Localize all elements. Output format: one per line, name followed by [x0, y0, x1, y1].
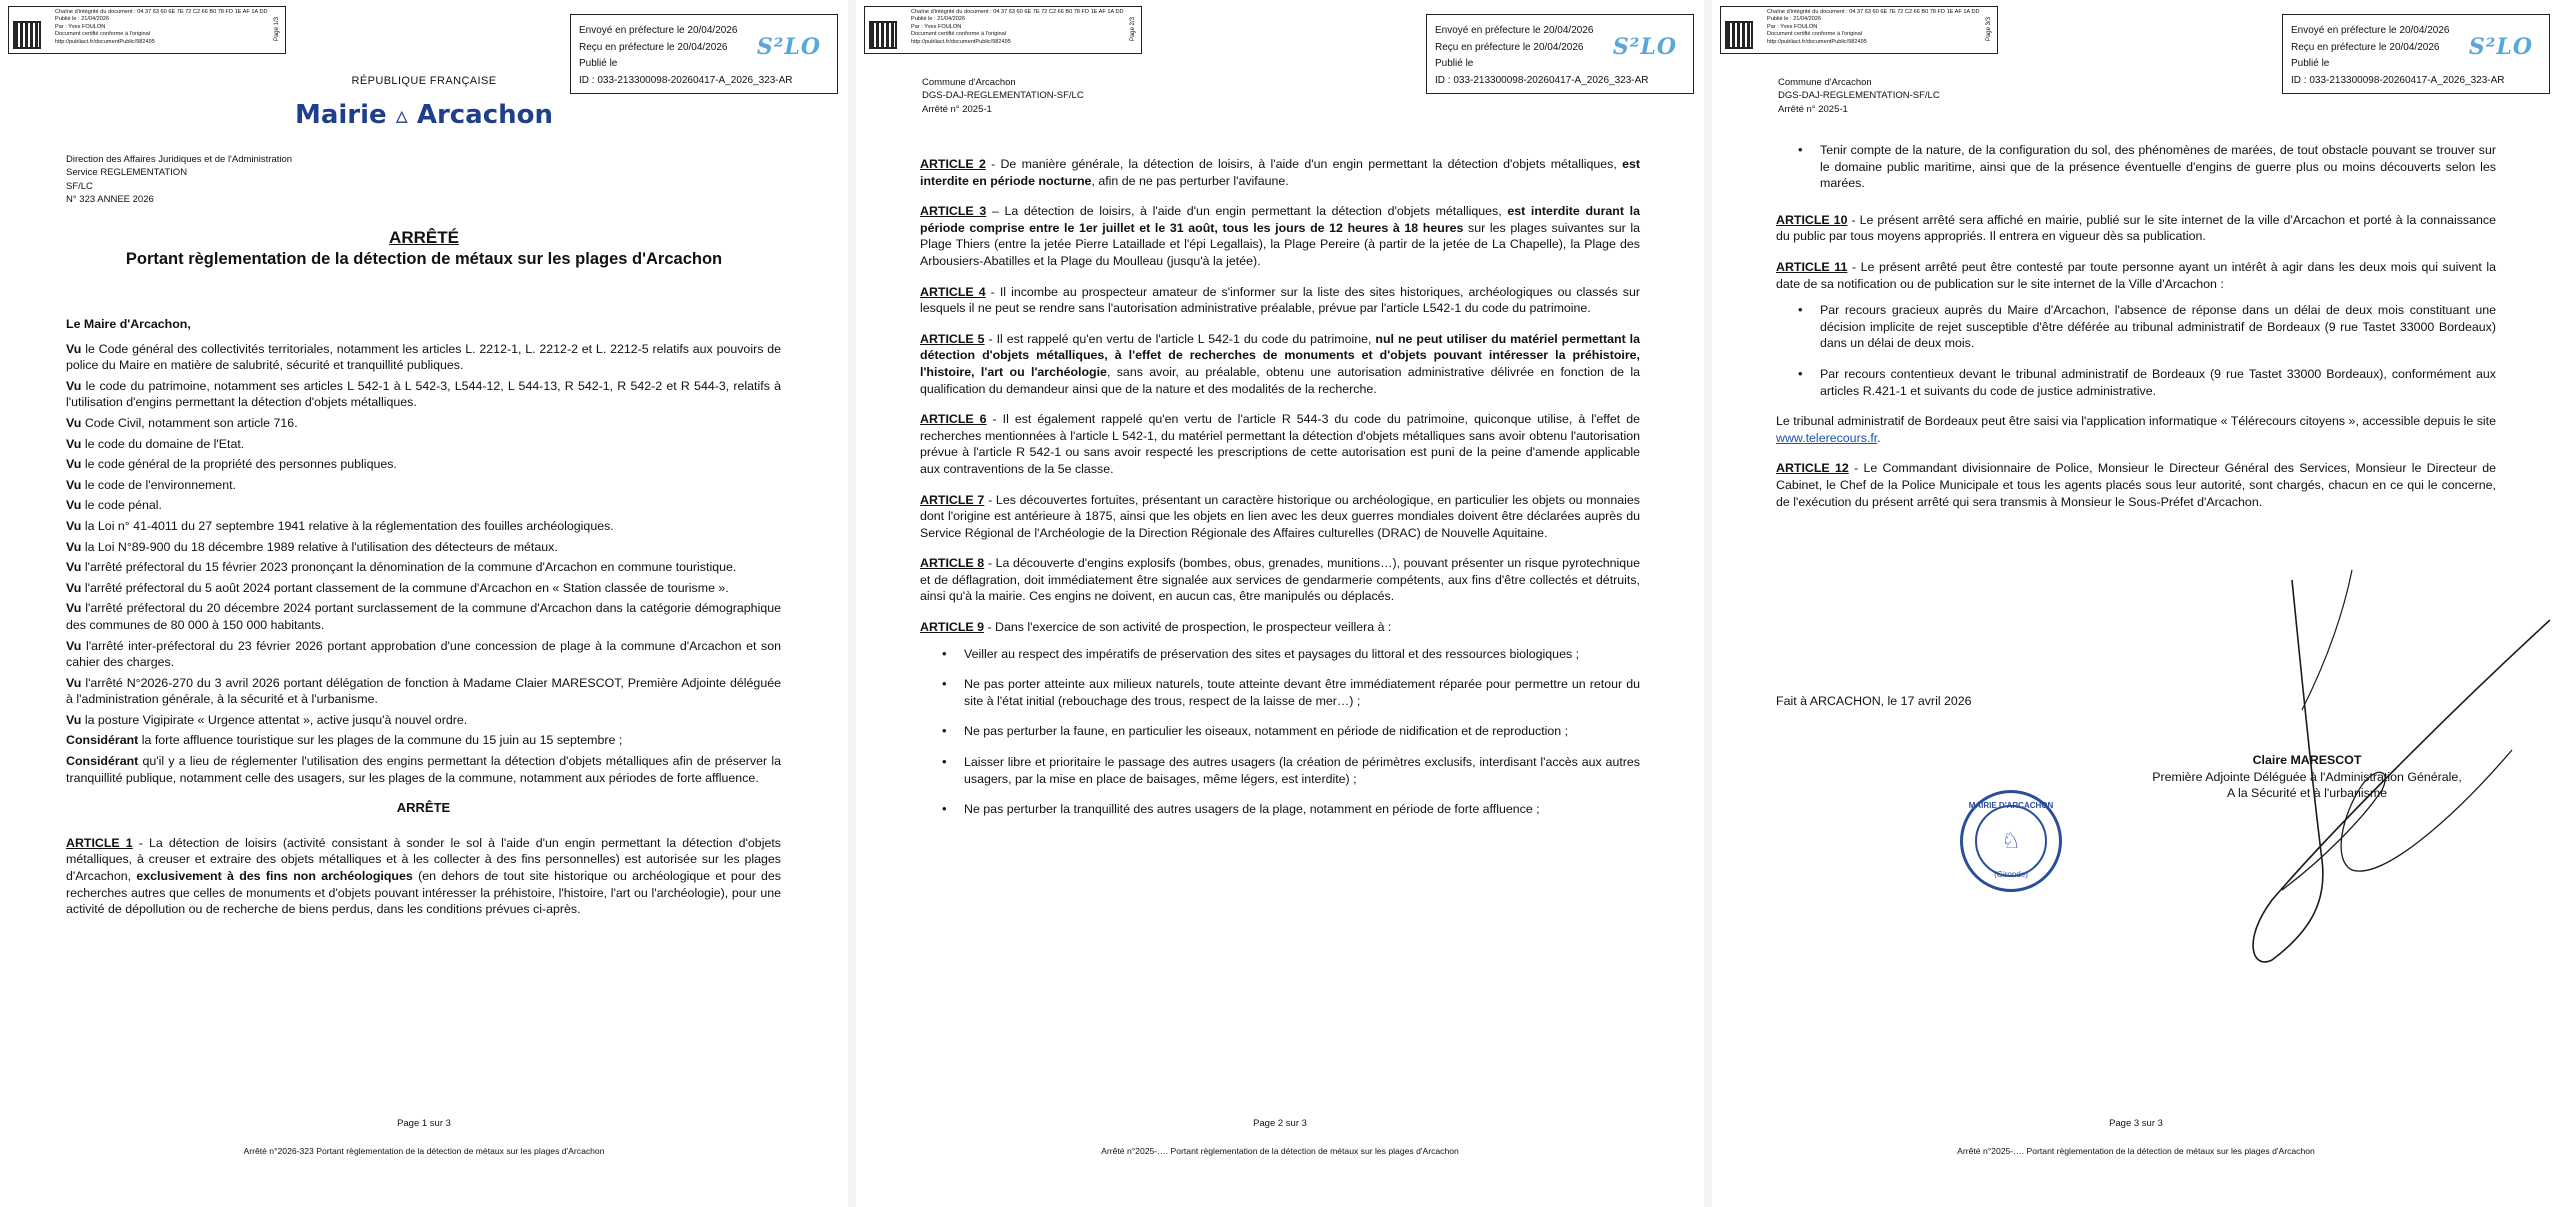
qr-code-icon [869, 21, 897, 49]
list-item: • Par recours contentieux devant le tribunal administratif de Bordeaux (9 rue Tastet 33000 Bordeaux), conformément aux articles R.421-1 et suivants du code de justice administrative. [1798, 366, 2496, 399]
header-line: DGS-DAJ-REGLEMENTATION-SF/LC [922, 90, 1084, 102]
integrity-author: Par : Yves FOULON [1767, 23, 1818, 30]
integrity-published: Publié le : 21/04/2026 [55, 16, 110, 23]
vu-word: Vu [66, 539, 82, 554]
article-text: , sans avoir, au préalable, obtenu une autorisation administrative délivrée en fonction de la qualification du demandeur ainsi que de la nature et des modalités de la recherche. [920, 364, 1640, 396]
list-item: • Ne pas perturber la tranquillité des autres usagers de la plage, notamment en période de forte affluence ; [942, 801, 1640, 818]
vu-word: Vu [66, 638, 82, 653]
vu-item [66, 497, 781, 514]
document-page-1 [0, 0, 848, 1207]
vu-text: la posture Vigipirate « Urgence attentat », active jusqu'à nouvel ordre. [84, 712, 468, 727]
considerant-item [66, 753, 781, 786]
document-title [0, 228, 848, 269]
vu-word: Vu [66, 341, 82, 356]
tribunal-text: Le tribunal administratif de Bordeaux peut être saisi via l'application informatique « Télérecours citoyens », accessible depuis le site [1776, 414, 2496, 429]
list-item: • Ne pas porter atteinte aux milieux naturels, toute atteinte devant être immédiatement réparée pour permettre un retour du site à l'état initial (rebouchage des trous, respect de la laisse de mer…) ; [942, 676, 1640, 709]
page-number: Page 1 sur 3 [397, 1118, 451, 1129]
page-footer: Arrêté n°2025-…. Portant règlementation de la détection de métaux sur les plages d'Arcachon [1101, 1146, 1459, 1156]
vu-word: Vu [66, 675, 82, 690]
republique-francaise: RÉPUBLIQUE FRANÇAISE [351, 75, 497, 87]
list-item: • Ne pas perturber la faune, en particulier les oiseaux, notamment en période de nidification et de reproduction ; [942, 723, 1640, 740]
page-footer: Arrêté n°2026-323 Portant règlementation de la détection de métaux sur les plages d'Arcachon [243, 1146, 605, 1156]
vu-item [66, 675, 781, 708]
article-text: - Le présent arrêté sera affiché en mairie, publié sur le site internet de la ville d'Arcachon et porté à la connaissance du public par tous moyens appropriés. Il entrera en vigueur dès sa publication. [1776, 212, 2496, 244]
tribunal-paragraph [1776, 413, 2496, 446]
vu-text: la Loi n° 41-4011 du 27 septembre 1941 relative à la réglementation des fouilles archéologiques. [84, 518, 614, 533]
vu-item [66, 600, 781, 633]
integrity-url: http://publiact.fr/documentPublic/982495 [1767, 38, 1867, 45]
header-line: Arrêté n° 2025-1 [1778, 103, 1848, 115]
logo-mairie: Mairie [294, 100, 387, 130]
considerant-word: Considérant [66, 733, 139, 748]
article-1 [66, 835, 781, 918]
article-12 [1776, 460, 2496, 510]
pref-received: Reçu en préfecture le 20/04/2026 [1435, 41, 1584, 53]
pref-published: Publié le [2291, 58, 2330, 69]
article-4 [920, 284, 1640, 317]
integrity-published: Publié le : 21/04/2026 [1767, 16, 1822, 23]
direction-block [66, 153, 292, 207]
article-text: - Il incombe au prospecteur amateur de s'informer sur la liste des sites historiques, archéologiques ou classés sur lesquels il ne peut se rendre sans l'autorisation administrative préalable, prévue par l'article L542-1 du code du patrimoine. [920, 284, 1640, 316]
pref-published: Publié le [579, 58, 618, 69]
vu-item [66, 456, 781, 473]
qr-code-icon [13, 21, 41, 49]
vu-text: l'arrêté préfectoral du 5 août 2024 portant classement de la commune d'Arcachon en « Station classée de tourisme ». [84, 580, 729, 595]
header-line: Arrêté n° 2025-1 [922, 103, 992, 115]
integrity-page: Page 1/3 [273, 17, 280, 42]
integrity-certified: Document certifié conforme à l'original [911, 31, 1006, 38]
document-page-2 [856, 0, 1704, 1207]
vu-text: Code Civil, notamment son article 716. [84, 415, 298, 430]
page2-body [920, 156, 1640, 832]
article-text: - De manière générale, la détection de loisirs, à l'aide d'un engin permettant la détection d'objets métalliques, [985, 157, 1623, 171]
list-item: • Veiller au respect des impératifs de préservation des sites et paysages du littoral et des ressources biologiques ; [942, 646, 1640, 663]
vu-item [66, 539, 781, 556]
article-label: ARTICLE 6 [920, 412, 987, 427]
integrity-stamp [1720, 6, 1998, 54]
signer-name: Claire MARESCOT [2252, 753, 2362, 767]
vu-word: Vu [66, 518, 82, 533]
sail-icon: ▵ [395, 101, 408, 129]
vu-word: Vu [66, 477, 82, 492]
article-bold: exclusivement à des fins non archéologiques [136, 869, 413, 884]
article-text: – La détection de loisirs, à l'aide d'un engin permettant la détection d'objets métalliques, [986, 204, 1508, 219]
integrity-published: Publié le : 21/04/2026 [911, 16, 966, 23]
pref-id: ID : 033-213300098-20260417-A_2026_323-AR [579, 74, 793, 86]
title-arrete: ARRÊTÉ [389, 228, 459, 247]
page-number: Page 3 sur 3 [2109, 1118, 2163, 1129]
vu-text: le code pénal. [84, 498, 162, 513]
article-10 [1776, 212, 2496, 245]
integrity-url: http://publiact.fr/documentPublic/982495 [55, 38, 155, 45]
handwritten-signature-icon [2152, 560, 2552, 990]
prospector-rules-list [942, 646, 1640, 818]
vu-item [66, 580, 781, 597]
vu-item [66, 378, 781, 411]
article-text: - Dans l'exercice de son activité de prospection, le prospecteur veillera à : [984, 620, 1392, 635]
considerant-text: qu'il y a lieu de réglementer l'utilisation des engins permettant la détection d'objets métalliques afin de préserver la tranquillité publique, notamment celle des usagers, sur les plages de la commune, notamment aux périodes de forte affluence. [66, 754, 781, 785]
page1-body [66, 316, 781, 924]
article-label: ARTICLE 3 [920, 204, 987, 219]
article-bold: est interdite durant la période comprise entre le 1er juillet et le 31 août, tous les jours de 12 heures à 18 heures [920, 204, 1640, 235]
vu-word: Vu [66, 436, 82, 451]
article-label: ARTICLE 12 [1776, 461, 1849, 476]
vu-word: Vu [66, 498, 82, 513]
fait-a-date: Fait à ARCACHON, le 17 avril 2026 [1776, 694, 1972, 708]
article-label: ARTICLE 8 [920, 556, 985, 571]
vu-item [66, 712, 781, 729]
article-5 [920, 331, 1640, 397]
integrity-chain: Chaîne d'intégrité du document : 04 37 63 60 6E 7E 72 C2 66 B0 78 FD 1E AF 1A DD [55, 9, 268, 15]
direction-line: SF/LC [66, 180, 93, 192]
title-subject: Portant règlementation de la détection de métaux sur les plages d'Arcachon [125, 250, 723, 268]
integrity-chain: Chaîne d'intégrité du document : 04 37 63 60 6E 7E 72 C2 66 B0 78 FD 1E AF 1A DD [1767, 9, 1980, 15]
telerecours-link[interactable]: www.telerecours.fr [1776, 430, 1878, 445]
vu-text: le code général de la propriété des personnes publiques. [84, 457, 397, 472]
pref-received: Reçu en préfecture le 20/04/2026 [579, 41, 728, 53]
direction-line: N° 323 ANNEE 2026 [66, 194, 154, 206]
integrity-author: Par : Yves FOULON [911, 23, 962, 30]
vu-item [66, 518, 781, 535]
mairie-arcachon-logo [0, 100, 848, 130]
signer-title: Première Adjointe Déléguée à l'Administration Générale, [2152, 769, 2462, 784]
article-7 [920, 492, 1640, 542]
article-text: - Il est rappelé qu'en vertu de l'article L 542-1 du code du patrimoine, [984, 331, 1376, 346]
pref-id: ID : 033-213300098-20260417-A_2026_323-AR [1435, 74, 1649, 86]
article-label: ARTICLE 1 [66, 835, 133, 850]
vu-item [66, 436, 781, 453]
integrity-page: Page 2/3 [1129, 17, 1136, 42]
integrity-chain: Chaîne d'intégrité du document : 04 37 63 60 6E 7E 72 C2 66 B0 78 FD 1E AF 1A DD [911, 9, 1124, 15]
considerant-list [66, 732, 781, 786]
article-text: - La détection de loisirs (activité consistant à sonder le sol à l'aide d'un engin permettant la détection d'objets métalliques, à creuser et extraire des objets métalliques et à les collecter à des fins personnelles) est autorisée sur les plages d'Arcachon, [66, 835, 781, 884]
page-header [1778, 76, 1940, 116]
article-label: ARTICLE 4 [920, 284, 986, 299]
pref-id: ID : 033-213300098-20260417-A_2026_323-AR [2291, 74, 2505, 86]
article-bold: nul ne peut utiliser du matériel permettant la détection d'objets métalliques, à l'effet de recherches de monuments et d'objets pouvant intéresser la préhistoire, l'histoire, l'art ou l'archéologie [920, 331, 1640, 379]
pref-published: Publié le [1435, 58, 1474, 69]
integrity-url: http://publiact.fr/documentPublic/982495 [911, 38, 1011, 45]
qr-code-icon [1725, 21, 1753, 49]
seal-figure-icon: ♘ [2001, 828, 2021, 853]
page-number: Page 2 sur 3 [1253, 1118, 1307, 1129]
vu-item [66, 477, 781, 494]
considerant-item [66, 732, 781, 749]
vu-list [66, 341, 781, 729]
article-8 [920, 555, 1640, 605]
page-footer: Arrêté n°2025-…. Portant règlementation de la détection de métaux sur les plages d'Arcachon [1957, 1146, 2315, 1156]
article-text: - Il est également rappelé qu'en vertu de l'article R 544-3 du code du patrimoine, quiconque utilise, à l'effet de recherches mentionnées à l'article L 542-1, du matériel permettant la détection d'objets métalliques sans avoir obtenu l'autorisation prévue à l'article R 542-1 ou sans avoir respecté les prescriptions de cette autorisation est puni de la peine d'amende applicable aux contraventions de la 5e classe. [920, 412, 1640, 476]
seal-top-text: MAIRIE D'ARCACHON [1968, 801, 2054, 810]
article-text: - Le présent arrêté peut être contesté par toute personne ayant un intérêt à agir dans les deux mois qui suivent la date de sa notification ou de publication sur le site internet de la Ville d'Arcachon : [1776, 259, 2496, 291]
vu-item [66, 415, 781, 432]
article-text: sur les plages suivantes sur la Plage Thiers (entre la jetée Pierre Lataillade et l'épi Legallais), la Plage Pereire (à partir de la jetée de La Chapelle), la Plage des Arbousiers-Abatilles et la Plage du Moulleau (jusqu'à la jetée). [920, 220, 1640, 268]
prefecture-stamp [2282, 14, 2550, 94]
vu-text: le Code général des collectivités territoriales, notamment les articles L. 2212-1, L. 2212-2 et L. 2212-5 relatifs aux pouvoirs de police du Maire en matière de salubrité, sécurité et tranquillité publiques. [66, 341, 781, 373]
vu-word: Vu [66, 601, 82, 616]
integrity-stamp [8, 6, 286, 54]
mairie-seal-icon [1960, 790, 2062, 892]
prefecture-stamp [1426, 14, 1694, 94]
article-label: ARTICLE 11 [1776, 259, 1848, 274]
pref-received: Reçu en préfecture le 20/04/2026 [2291, 41, 2440, 53]
list-item: • Tenir compte de la nature, de la configuration du sol, des phénomènes de marées, de tout obstacle pouvant se trouver sur le domaine public maritime, ainsi que de la présence éventuelle d'engins de guerre plus ou moins découverts selon les marées. [1798, 142, 2496, 192]
article-text: , afin de ne pas perturber l'avifaune. [1091, 173, 1289, 188]
document-page-3 [1712, 0, 2560, 1207]
signer-title: A la Sécurité et à l'urbanisme [2226, 786, 2388, 800]
maire-heading: Le Maire d'Arcachon, [66, 317, 191, 331]
list-item: • Laisser libre et prioritaire le passage des autres usagers (la création de périmètres exclusifs, interdisant l'accès aux autres usagers, par la mise en place de baisages, même légers, est interdite) ; [942, 754, 1640, 787]
appeal-list [1798, 302, 2496, 399]
logo-arcachon: Arcachon [416, 100, 554, 130]
article-text: - La découverte d'engins explosifs (bombes, obus, grenades, munitions…), pouvant présenter un risque pyrotechnique et de déflagration, doit immédiatement être signalée aux services de gendarmerie compétents, aux fins d'être collectés et détruits, ainsi qu'à la mairie. Ces engins ne doivent, en aucun cas, être manipulés ou déplacés. [920, 556, 1640, 604]
considerant-text: la forte affluence touristique sur les plages de la commune du 15 juin au 15 septembre ; [141, 733, 623, 748]
vu-word: Vu [66, 378, 82, 393]
integrity-author: Par : Yves FOULON [55, 23, 106, 30]
vu-word: Vu [66, 712, 82, 727]
integrity-certified: Document certifié conforme à l'original [1767, 31, 1862, 38]
article-3 [920, 203, 1640, 269]
pref-sent: Envoyé en préfecture le 20/04/2026 [1435, 25, 1594, 36]
article-label: ARTICLE 7 [920, 492, 985, 507]
header-line: Commune d'Arcachon [1778, 77, 1872, 88]
vu-text: la Loi N°89-900 du 18 décembre 1989 relative à l'utilisation des détecteurs de métaux. [84, 539, 558, 554]
considerant-word: Considérant [66, 754, 139, 769]
article-6 [920, 411, 1640, 477]
vu-item [66, 638, 781, 671]
page-header [922, 76, 1084, 116]
page-separator [848, 0, 856, 1207]
integrity-certified: Document certifié conforme à l'original [55, 31, 150, 38]
slo-logo-icon: S²LO [1612, 34, 1677, 60]
arrete-heading: ARRÊTE [396, 800, 451, 816]
header-line: Commune d'Arcachon [922, 77, 1016, 88]
vu-text: l'arrêté inter-préfectoral du 23 février 2026 portant approbation d'une concession de plage à la commune d'Arcachon et son cahier des charges. [66, 638, 781, 670]
vu-item [66, 341, 781, 374]
tribunal-text: . [1877, 430, 1881, 445]
slo-logo-icon: S²LO [756, 34, 821, 60]
article-9 [920, 619, 1640, 636]
pref-sent: Envoyé en préfecture le 20/04/2026 [2291, 25, 2450, 36]
slo-logo-icon: S²LO [2468, 34, 2533, 60]
vu-word: Vu [66, 560, 82, 575]
vu-text: l'arrêté préfectoral du 20 décembre 2024 portant surclassement de la commune d'Arcachon dans la catégorie démographique des communes de 80 000 à 150 000 habitants. [66, 601, 781, 632]
article-11 [1776, 259, 2496, 292]
article-label: ARTICLE 9 [920, 620, 985, 635]
rules-continued-list [1798, 142, 2496, 192]
vu-word: Vu [66, 457, 82, 472]
article-text: - Le Commandant divisionnaire de Police, Monsieur le Directeur Général des Services, Monsieur le Directeur de Cabinet, le Chef de la Police Municipale et tous les agents placés sous leur autorité, sont chargés, chacun en ce qui le concerne, de l'exécution du présent arrêté qui sera transmis à Monsieur le Sous-Préfet d'Arcachon. [1776, 461, 2496, 509]
article-text: - Les découvertes fortuites, présentant un caractère historique ou archéologique, en particulier les objets ou monnaies dont l'origine est antérieure à 1875, ainsi que les objets en lien avec les deux guerres mondiales doivent être déclarées auprès du Service Régional de l'Archéologie de la Direction Régionale des Affaires culturelles (DRAC) de Nouvelle Aquitaine. [920, 492, 1640, 540]
vu-text: le code du patrimoine, notamment ses articles L 542-1 à L 542-3, L544-12, L 544-13, R 542-1, R 542-2 et R 544-3, relatifs à l'utilisation d'engins permettant la détection d'objets métalliques. [66, 378, 781, 410]
header-line: DGS-DAJ-REGLEMENTATION-SF/LC [1778, 90, 1940, 102]
article-bold: est interdite en période nocturne [920, 157, 1640, 188]
vu-text: l'arrêté N°2026-270 du 3 avril 2026 portant délégation de fonction à Madame Claier MARESCOT, Première Adjointe déléguée à l'administration générale, à la sécurité et à l'urbanisme. [66, 675, 781, 707]
vu-text: le code de l'environnement. [84, 477, 236, 492]
direction-line: Service REGLEMENTATION [66, 167, 188, 179]
vu-text: le code du domaine de l'Etat. [84, 436, 245, 451]
direction-line: Direction des Affaires Juridiques et de l'Administration [66, 154, 293, 165]
pref-sent: Envoyé en préfecture le 20/04/2026 [579, 25, 738, 36]
article-label: ARTICLE 10 [1776, 212, 1848, 227]
page3-body [1776, 142, 2496, 516]
vu-word: Vu [66, 580, 82, 595]
vu-text: l'arrêté préfectoral du 15 février 2023 prononçant la dénomination de la commune d'Arcachon en commune touristique. [84, 560, 737, 575]
integrity-stamp [864, 6, 1142, 54]
article-label: ARTICLE 5 [920, 331, 985, 346]
list-item: • Par recours gracieux auprès du Maire d'Arcachon, l'absence de réponse dans un délai de deux mois constituant une décision implicite de rejet susceptible d'être déférée au tribunal administratif de Bordeaux (9 rue Tastet 33000 Bordeaux) dans un délai de deux mois. [1798, 302, 2496, 352]
seal-emblem-icon [1975, 805, 2047, 877]
vu-word: Vu [66, 415, 82, 430]
article-text: (en dehors de tout site historique ou archéologique et pour des recherches autres que celles de monuments et d'objets pouvant intéresser la préhistoire, l'histoire, l'art ou l'archéologie), pour une activité de dépollution ou de recherche de biens perdus, dans les conditions prévues ci-après. [66, 869, 782, 917]
article-label: ARTICLE 2 [920, 157, 986, 171]
vu-item [66, 559, 781, 576]
article-2 [920, 156, 1640, 189]
page-separator [1704, 0, 1712, 1207]
seal-bottom-text: (Gironde) [1994, 870, 2028, 879]
integrity-page: Page 3/3 [1985, 17, 1992, 42]
